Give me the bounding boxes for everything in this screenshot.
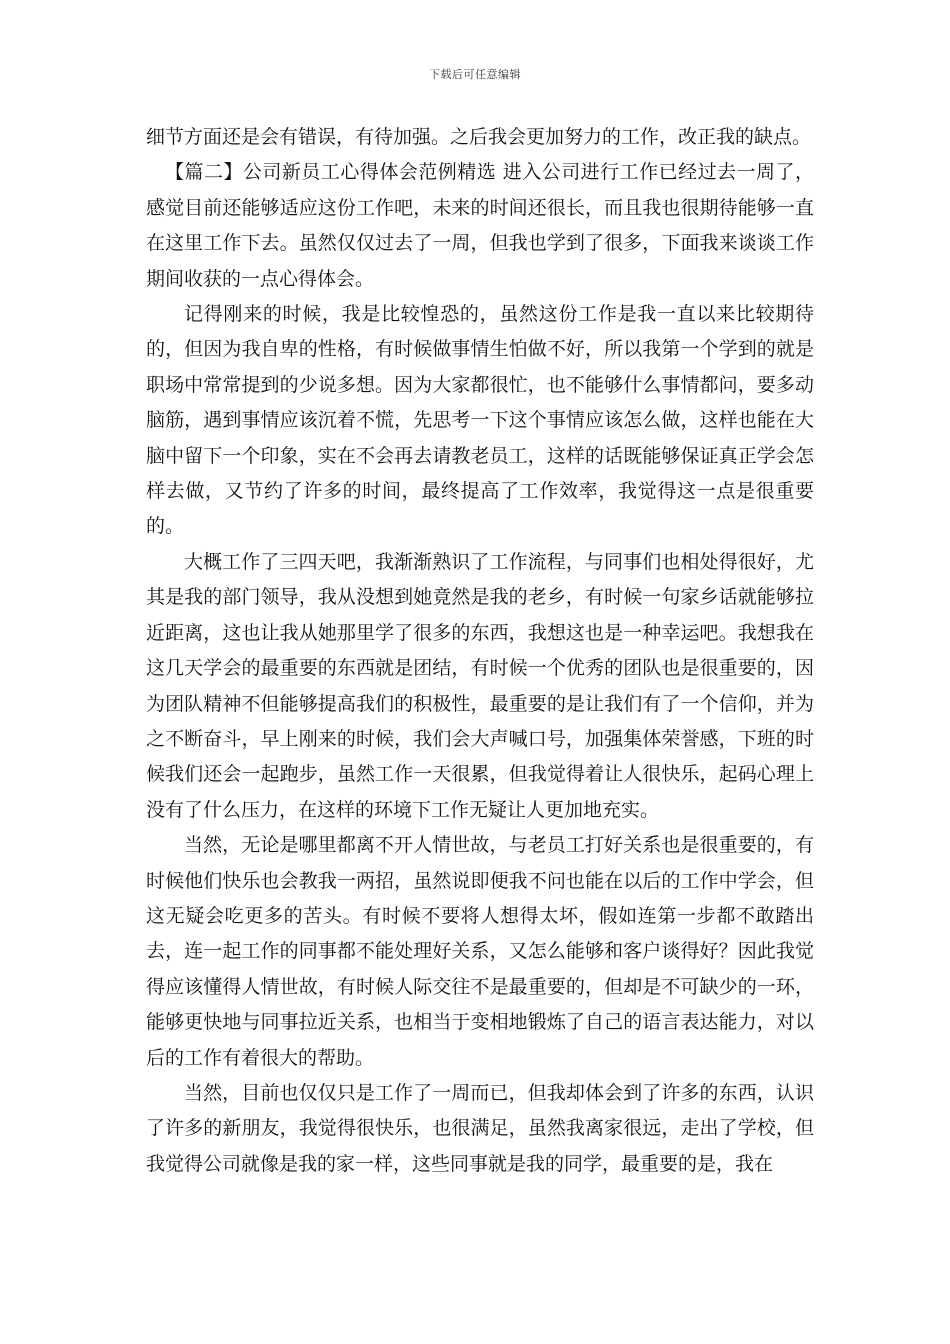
paragraph: 当然，目前也仅仅只是工作了一周而已，但我却体会到了许多的东西，认识了许多的新朋友，我觉得很快乐，也很满足，虽然我离家很远，走出了学校，但我觉得公司就像是我的家一样，这些同事就是我的同学，最重要的是，我在 xyxy=(146,1081,814,1175)
paragraph: 记得刚来的时候，我是比较惶恐的，虽然这份工作是我一直以来比较期待的，但因为我自卑的性格，有时候做事情生怕做不好，所以我第一个学到的就是职场中常常提到的少说多想。因为大家都很忙，也不能够什么事情都问，要多动脑筋，遇到事情应该沉着不慌，先思考一下这个事情应该怎么做，这样也能在大脑中留下一个印象，实在不会再去请教老员工，这样的话既能够保证真正学会怎样去做，又节约了许多的时间，最终提高了工作效率，我觉得这一点是很重要的。 xyxy=(146,303,814,538)
paragraph-section-two: 【篇二】公司新员工心得体会范例精选 进入公司进行工作已经过去一周了，感觉目前还能够适应这份工作吧，未来的时间还很长，而且我也很期待能够一直在这里工作下去。虽然仅仅过去了一周，但我也学到了很多，下面我来谈谈工作期间收获的一点心得体会。 xyxy=(146,161,814,290)
paragraph-continuation: 细节方面还是会有错误，有待加强。之后我会更加努力的工作，改正我的缺点。 xyxy=(146,126,812,148)
paragraph: 当然，无论是哪里都离不开人情世故，与老员工打好关系也是很重要的，有时候他们快乐也会教我一两招，虽然说即便我不问也能在以后的工作中学会，但这无疑会吃更多的苦头。有时候不要将人想得太坏，假如连第一步都不敢踏出去，连一起工作的同事都不能处理好关系，又怎么能够和客户谈得好？因此我觉得应该懂得人情世故，有时候人际交往不是最重要的，但却是不可缺少的一环，能够更快地与同事拉近关系，也相当于变相地锻炼了自己的语言表达能力，对以后的工作有着很大的帮助。 xyxy=(146,834,814,1069)
page-header: 下载后可任意编辑 xyxy=(429,68,521,81)
paragraph: 大概工作了三四天吧，我渐渐熟识了工作流程，与同事们也相处得很好，尤其是我的部门领导，我从没想到她竟然是我的老乡，有时候一句家乡话就能够拉近距离，这也让我从她那里学了很多的东西，我想这也是一种幸运吧。我想我在这几天学会的最重要的东西就是团结，有时候一个优秀的团队也是很重要的，因为团队精神不但能够提高我们的积极性，最重要的是让我们有了一个信仰，并为之不断奋斗，早上刚来的时候，我们会大声喊口号，加强集体荣誉感，下班的时候我们还会一起跑步，虽然工作一天很累，但我觉得着让人很快乐，起码心理上没有了什么压力，在这样的环境下工作无疑让人更加地充实。 xyxy=(146,550,814,821)
document-body xyxy=(146,120,814,1182)
